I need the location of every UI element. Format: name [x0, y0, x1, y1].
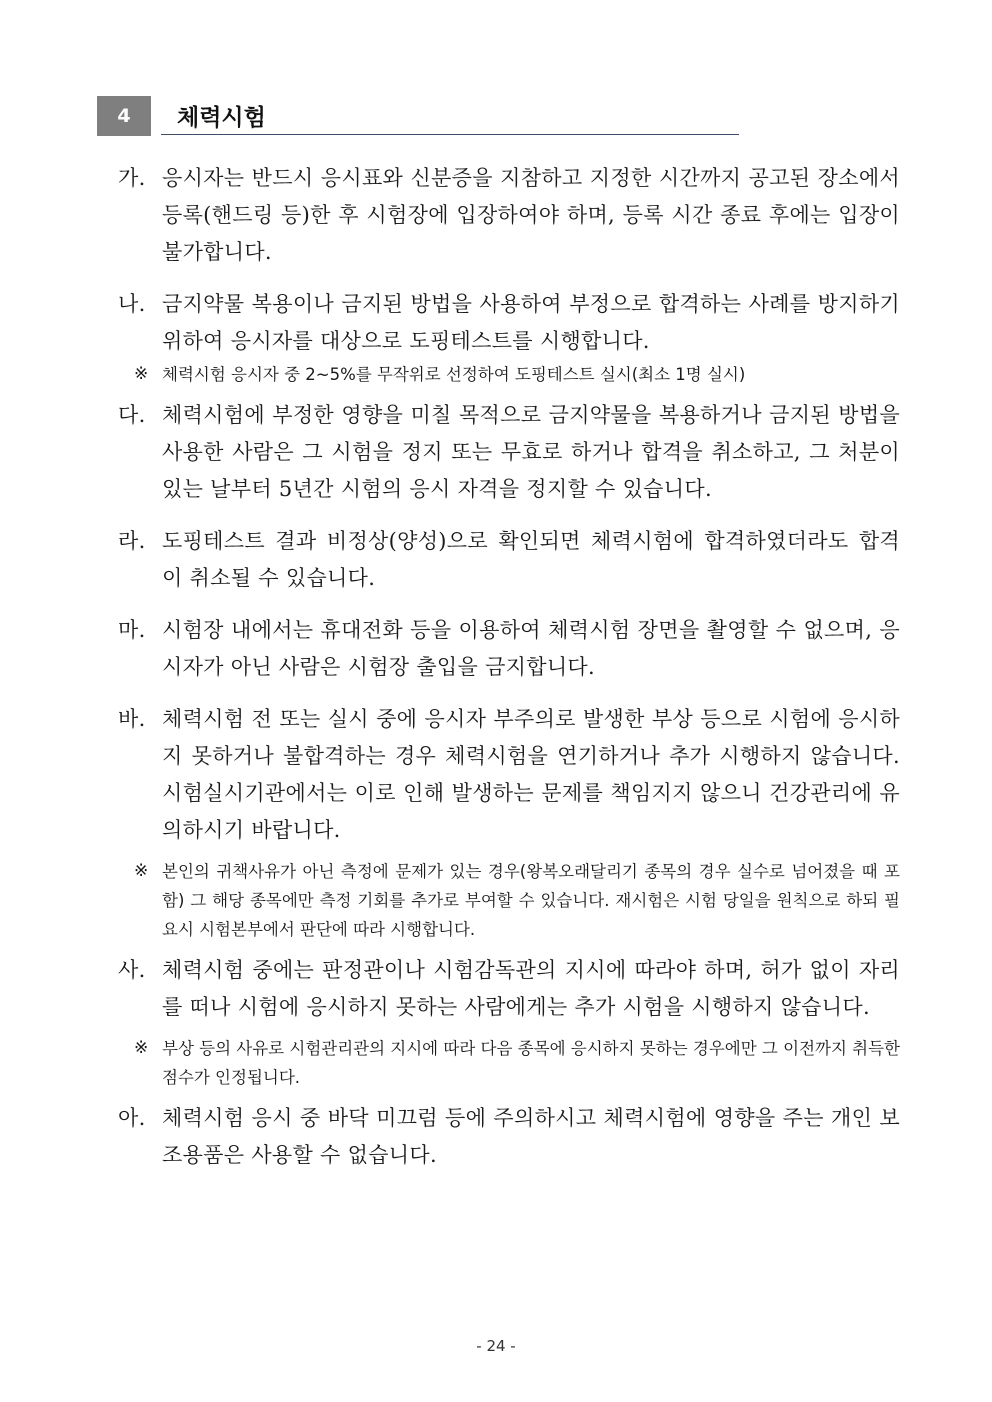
- list-item-ba: [118, 701, 900, 849]
- item-text: 체력시험 응시 중 바닥 미끄럼 등에 주의하시고 체력시험에 영향을 주는 개인 보조용품은 사용할 수 없습니다.: [162, 1106, 900, 1167]
- item-marker: 마.: [118, 618, 146, 642]
- list-item-a: [118, 1100, 900, 1174]
- list-item-ma: [118, 612, 900, 686]
- note-text: 부상 등의 사유로 시험관리관의 지시에 따라 다음 종목에 응시하지 못하는 경우에만 그 이전까지 취득한 점수가 인정됩니다.: [162, 1039, 900, 1087]
- note-marker: ※: [134, 364, 149, 384]
- item-text: 금지약물 복용이나 금지된 방법을 사용하여 부정으로 합격하는 사례를 방지하기 위하여 응시자를 대상으로 도핑테스트를 시행합니다.: [162, 292, 900, 353]
- note-retest: [120, 857, 900, 944]
- section-title: 체력시험: [177, 105, 266, 131]
- section-header: [97, 96, 739, 136]
- list-item-ra: [118, 523, 900, 597]
- item-marker: 아.: [118, 1106, 146, 1130]
- note-text: 체력시험 응시자 중 2~5%를 무작위로 선정하여 도핑테스트 실시(최소 1명 실시): [162, 365, 746, 384]
- note-marker: ※: [134, 861, 149, 881]
- section-number-badge: 4: [97, 96, 151, 136]
- item-marker: 사.: [118, 958, 146, 982]
- item-text: 시험장 내에서는 휴대전화 등을 이용하여 체력시험 장면을 촬영할 수 없으며, 응시자가 아닌 사람은 시험장 출입을 금지합니다.: [162, 618, 900, 679]
- item-text: 응시자는 반드시 응시표와 신분증을 지참하고 지정한 시간까지 공고된 장소에서 등록(핸드링 등)한 후 시험장에 입장하여야 하며, 등록 시간 종료 후에는 입장이 불가합니다.: [162, 166, 900, 264]
- item-text: 체력시험 전 또는 실시 중에 응시자 부주의로 발생한 부상 등으로 시험에 응시하지 못하거나 불합격하는 경우 체력시험을 연기하거나 추가 시행하지 않습니다. 시험실시기관에서는 이로 인해 발생하는 문제를 책임지지 않으니 건강관리에 유의하시기 바랍니다.: [162, 707, 900, 842]
- item-marker: 다.: [118, 403, 146, 427]
- item-text: 체력시험에 부정한 영향을 미칠 목적으로 금지약물을 복용하거나 금지된 방법을 사용한 사람은 그 시험을 정지 또는 무효로 하거나 합격을 취소하고, 그 처분이 있는 날부터 5년간 시험의 응시 자격을 정지할 수 있습니다.: [162, 403, 900, 501]
- list-item-ga: [118, 160, 900, 271]
- list-item-sa: [118, 952, 900, 1026]
- section-underline: [161, 134, 739, 135]
- item-marker: 라.: [118, 529, 146, 553]
- item-marker: 가.: [118, 166, 146, 190]
- note-text: 본인의 귀책사유가 아닌 측정에 문제가 있는 경우(왕복오래달리기 종목의 경우 실수로 넘어졌을 때 포함) 그 해당 종목에만 측정 기회를 추가로 부여할 수 있습니다. 재시험은 시험 당일을 원칙으로 하되 필요시 시험본부에서 판단에 따라 시행합니다.: [162, 862, 900, 939]
- document-body: [118, 160, 900, 1174]
- note-injury: [120, 1034, 900, 1092]
- item-text: 도핑테스트 결과 비정상(양성)으로 확인되면 체력시험에 합격하였더라도 합격이 취소될 수 있습니다.: [162, 529, 900, 590]
- note-doping: [120, 360, 900, 389]
- list-item-na: [118, 286, 900, 360]
- item-text: 체력시험 중에는 판정관이나 시험감독관의 지시에 따라야 하며, 허가 없이 자리를 떠나 시험에 응시하지 못하는 사람에게는 추가 시험을 시행하지 않습니다.: [162, 958, 900, 1019]
- item-marker: 바.: [118, 707, 146, 731]
- list-item-da: [118, 397, 900, 508]
- item-marker: 나.: [118, 292, 146, 316]
- note-marker: ※: [134, 1038, 149, 1058]
- page-number: - 24 -: [476, 1337, 516, 1355]
